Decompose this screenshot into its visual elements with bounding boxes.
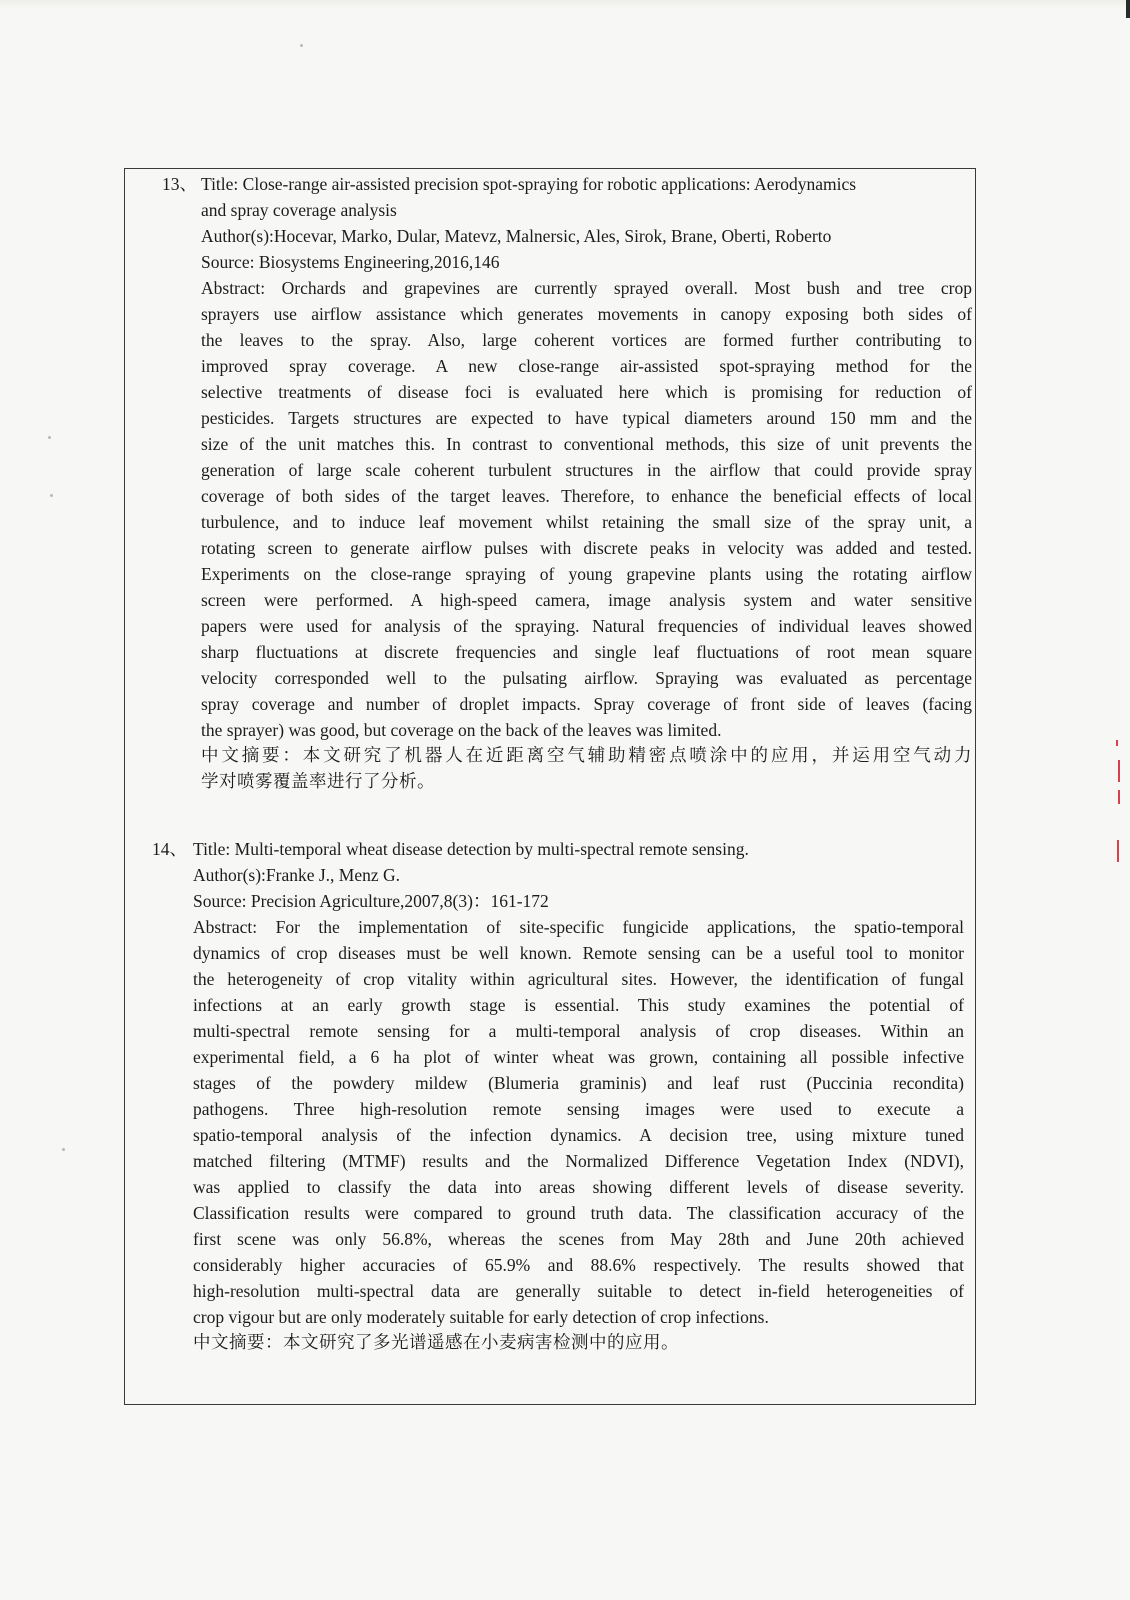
- abstract-line: the sprayer) was good, but coverage on the back of the leaves was limited.: [201, 720, 722, 740]
- abstract-line: Classification results were compared to ground truth data. The classification accuracy of the: [193, 1203, 964, 1223]
- entry-authors: Author(s):Franke J., Menz G.: [193, 865, 401, 885]
- abstract-line: selective treatments of disease foci is evaluated here which is promising for reduction of: [201, 382, 972, 402]
- abstract-line: Abstract: For the implementation of site-specific fungicide applications, the spatio-temporal: [193, 917, 964, 937]
- abstract-line: Abstract: Orchards and grapevines are currently sprayed overall. Most bush and tree crop: [201, 278, 972, 298]
- entry-authors: Author(s):Hocevar, Marko, Dular, Matevz, Malnersic, Ales, Sirok, Brane, Oberti, Roberto: [201, 226, 832, 246]
- entry-title-line: Title: Multi-temporal wheat disease detection by multi-spectral remote sensing.: [193, 839, 749, 859]
- abstract-line: pesticides. Targets structures are expected to have typical diameters around 150 mm and the: [201, 408, 972, 428]
- entry-number: 13、: [162, 174, 197, 194]
- entry-13: [162, 171, 972, 795]
- entry-source: Source: Biosystems Engineering,2016,146: [201, 252, 500, 272]
- abstract-line: coverage of both sides of the target leaves. Therefore, to enhance the beneficial effects of local: [201, 486, 972, 506]
- entry-title-line: Title: Close-range air-assisted precision spot-spraying for robotic applications: Aerodynamics: [201, 174, 857, 194]
- abstract-line: multi-spectral remote sensing for a multi-temporal analysis of crop diseases. Within an: [193, 1021, 964, 1041]
- abstract-line: Experiments on the close-range spraying of young grapevine plants using the rotating airflow: [201, 564, 972, 584]
- abstract-line: pathogens. Three high-resolution remote sensing images were used to execute a: [193, 1099, 964, 1119]
- abstract-line: experimental field, a 6 ha plot of winter wheat was grown, containing all possible infective: [193, 1047, 964, 1067]
- abstract-line: screen were performed. A high-speed camera, image analysis system and water sensitive: [201, 590, 972, 610]
- entry-abstract: [193, 914, 964, 1330]
- entry-14: [152, 836, 964, 1356]
- abstract-line: matched filtering (MTMF) results and the Normalized Difference Vegetation Index (NDVI),: [193, 1151, 964, 1171]
- abstract-line: improved spray coverage. A new close-range air-assisted spot-spraying method for the: [201, 356, 972, 376]
- scan-speck: [50, 494, 53, 497]
- scan-speck: [300, 44, 303, 47]
- entry-number: 14、: [152, 839, 187, 859]
- abstract-line: spatio-temporal analysis of the infection dynamics. A decision tree, using mixture tuned: [193, 1125, 964, 1145]
- chinese-abstract-line: 学对喷雾覆盖率进行了分析。: [201, 772, 435, 792]
- abstract-line: considerably higher accuracies of 65.9% and 88.6% respectively. The results showed that: [193, 1255, 964, 1275]
- entry-title-line: and spray coverage analysis: [201, 200, 397, 220]
- abstract-line: generation of large scale coherent turbulent structures in the airflow that could provide spray: [201, 460, 972, 480]
- abstract-line: size of the unit matches this. In contrast to conventional methods, this size of unit prevents the: [201, 434, 972, 454]
- entry-chinese-abstract: [193, 1330, 964, 1356]
- abstract-line: first scene was only 56.8%, whereas the scenes from May 28th and June 20th achieved: [193, 1229, 964, 1249]
- scan-top-edge: [0, 0, 1130, 10]
- red-margin-marks: [1112, 740, 1126, 890]
- abstract-line: papers were used for analysis of the spraying. Natural frequencies of individual leaves showed: [201, 616, 972, 636]
- abstract-line: the leaves to the spray. Also, large coherent vortices are formed further contributing to: [201, 330, 972, 350]
- scan-speck: [62, 1148, 65, 1151]
- abstract-line: stages of the powdery mildew (Blumeria graminis) and leaf rust (Puccinia recondita): [193, 1073, 964, 1093]
- abstract-line: rotating screen to generate airflow pulses with discrete peaks in velocity was added and tested.: [201, 538, 972, 558]
- entry-chinese-abstract: [201, 743, 972, 795]
- abstract-line: was applied to classify the data into areas showing different levels of disease severity.: [193, 1177, 964, 1197]
- chinese-abstract-line: 中文摘要：本文研究了机器人在近距离空气辅助精密点喷涂中的应用，并运用空气动力: [201, 746, 972, 766]
- entry-abstract: [201, 275, 972, 743]
- scan-right-edge: [1126, 0, 1130, 18]
- abstract-line: turbulence, and to induce leaf movement whilst retaining the small size of the spray unit, a: [201, 512, 972, 532]
- chinese-abstract-line: 中文摘要：本文研究了多光谱遥感在小麦病害检测中的应用。: [193, 1333, 679, 1353]
- scan-speck: [48, 436, 51, 439]
- abstract-line: high-resolution multi-spectral data are generally suitable to detect in-field heterogeneities of: [193, 1281, 964, 1301]
- abstract-line: sprayers use airflow assistance which generates movements in canopy exposing both sides of: [201, 304, 972, 324]
- abstract-line: sharp fluctuations at discrete frequencies and single leaf fluctuations of root mean square: [201, 642, 972, 662]
- abstract-line: spray coverage and number of droplet impacts. Spray coverage of front side of leaves (facing: [201, 694, 972, 714]
- entry-source: Source: Precision Agriculture,2007,8(3)：161-172: [193, 891, 549, 911]
- abstract-line: velocity corresponded well to the pulsating airflow. Spraying was evaluated as percentage: [201, 668, 972, 688]
- abstract-line: dynamics of crop diseases must be well known. Remote sensing can be a useful tool to monitor: [193, 943, 964, 963]
- abstract-line: crop vigour but are only moderately suitable for early detection of crop infections.: [193, 1307, 769, 1327]
- abstract-line: the heterogeneity of crop vitality within agricultural sites. However, the identification of fungal: [193, 969, 964, 989]
- abstract-line: infections at an early growth stage is essential. This study examines the potential of: [193, 995, 964, 1015]
